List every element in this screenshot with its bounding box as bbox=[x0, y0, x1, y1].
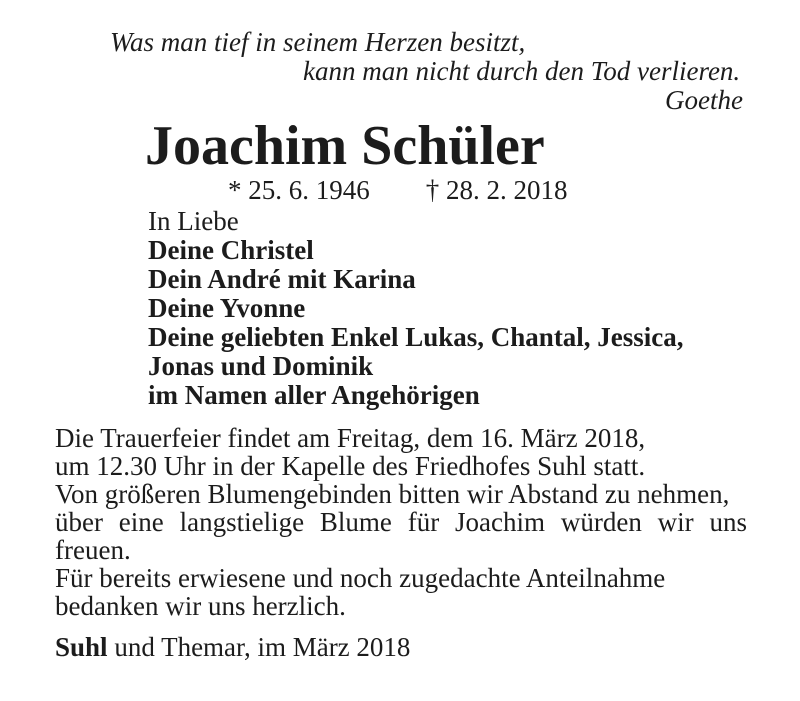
salutation: In Liebe bbox=[148, 206, 239, 236]
funeral-line: um 12.30 Uhr in der Kapelle des Friedhofes Suhl statt. bbox=[55, 451, 646, 481]
mourner-line: Deine Christel bbox=[148, 235, 314, 265]
memorial-quote bbox=[0, 28, 800, 115]
funeral-line: bedanken wir uns herzlich. bbox=[55, 591, 346, 621]
mourner-line: Jonas und Dominik bbox=[148, 351, 374, 381]
quote-attribution: Goethe bbox=[665, 85, 743, 115]
mourner-line: Dein André mit Karina bbox=[148, 264, 416, 294]
mourner-line: im Namen aller Angehörigen bbox=[148, 380, 480, 410]
quote-line-1: Was man tief in seinem Herzen besitzt, bbox=[110, 27, 526, 57]
mourner-line: Deine geliebten Enkel Lukas, Chantal, Jessica, bbox=[148, 322, 684, 352]
funeral-line: Von größeren Blumengebinden bitten wir Abstand zu nehmen, bbox=[55, 479, 730, 509]
closing-city: Suhl bbox=[55, 632, 108, 662]
funeral-details bbox=[55, 424, 747, 620]
quote-line-2: kann man nicht durch den Tod verlieren. bbox=[303, 56, 741, 86]
deceased-name: Joachim Schüler bbox=[145, 115, 545, 177]
funeral-line: Die Trauerfeier findet am Freitag, dem 16. März 2018, bbox=[55, 423, 646, 453]
mourners-block bbox=[148, 207, 800, 410]
birth-date: * 25. 6. 1946 bbox=[228, 175, 370, 205]
funeral-line: Für bereits erwiesene und noch zugedachte Anteilnahme bbox=[55, 563, 666, 593]
mourner-line: Deine Yvonne bbox=[148, 293, 306, 323]
death-date: † 28. 2. 2018 bbox=[425, 175, 568, 205]
funeral-line: freuen. bbox=[55, 535, 131, 565]
closing-rest: und Themar, im März 2018 bbox=[107, 632, 411, 662]
life-dates bbox=[228, 175, 800, 205]
funeral-line: über eine langstielige Blume für Joachim würden wir uns bbox=[55, 507, 747, 537]
closing-line bbox=[55, 632, 800, 662]
